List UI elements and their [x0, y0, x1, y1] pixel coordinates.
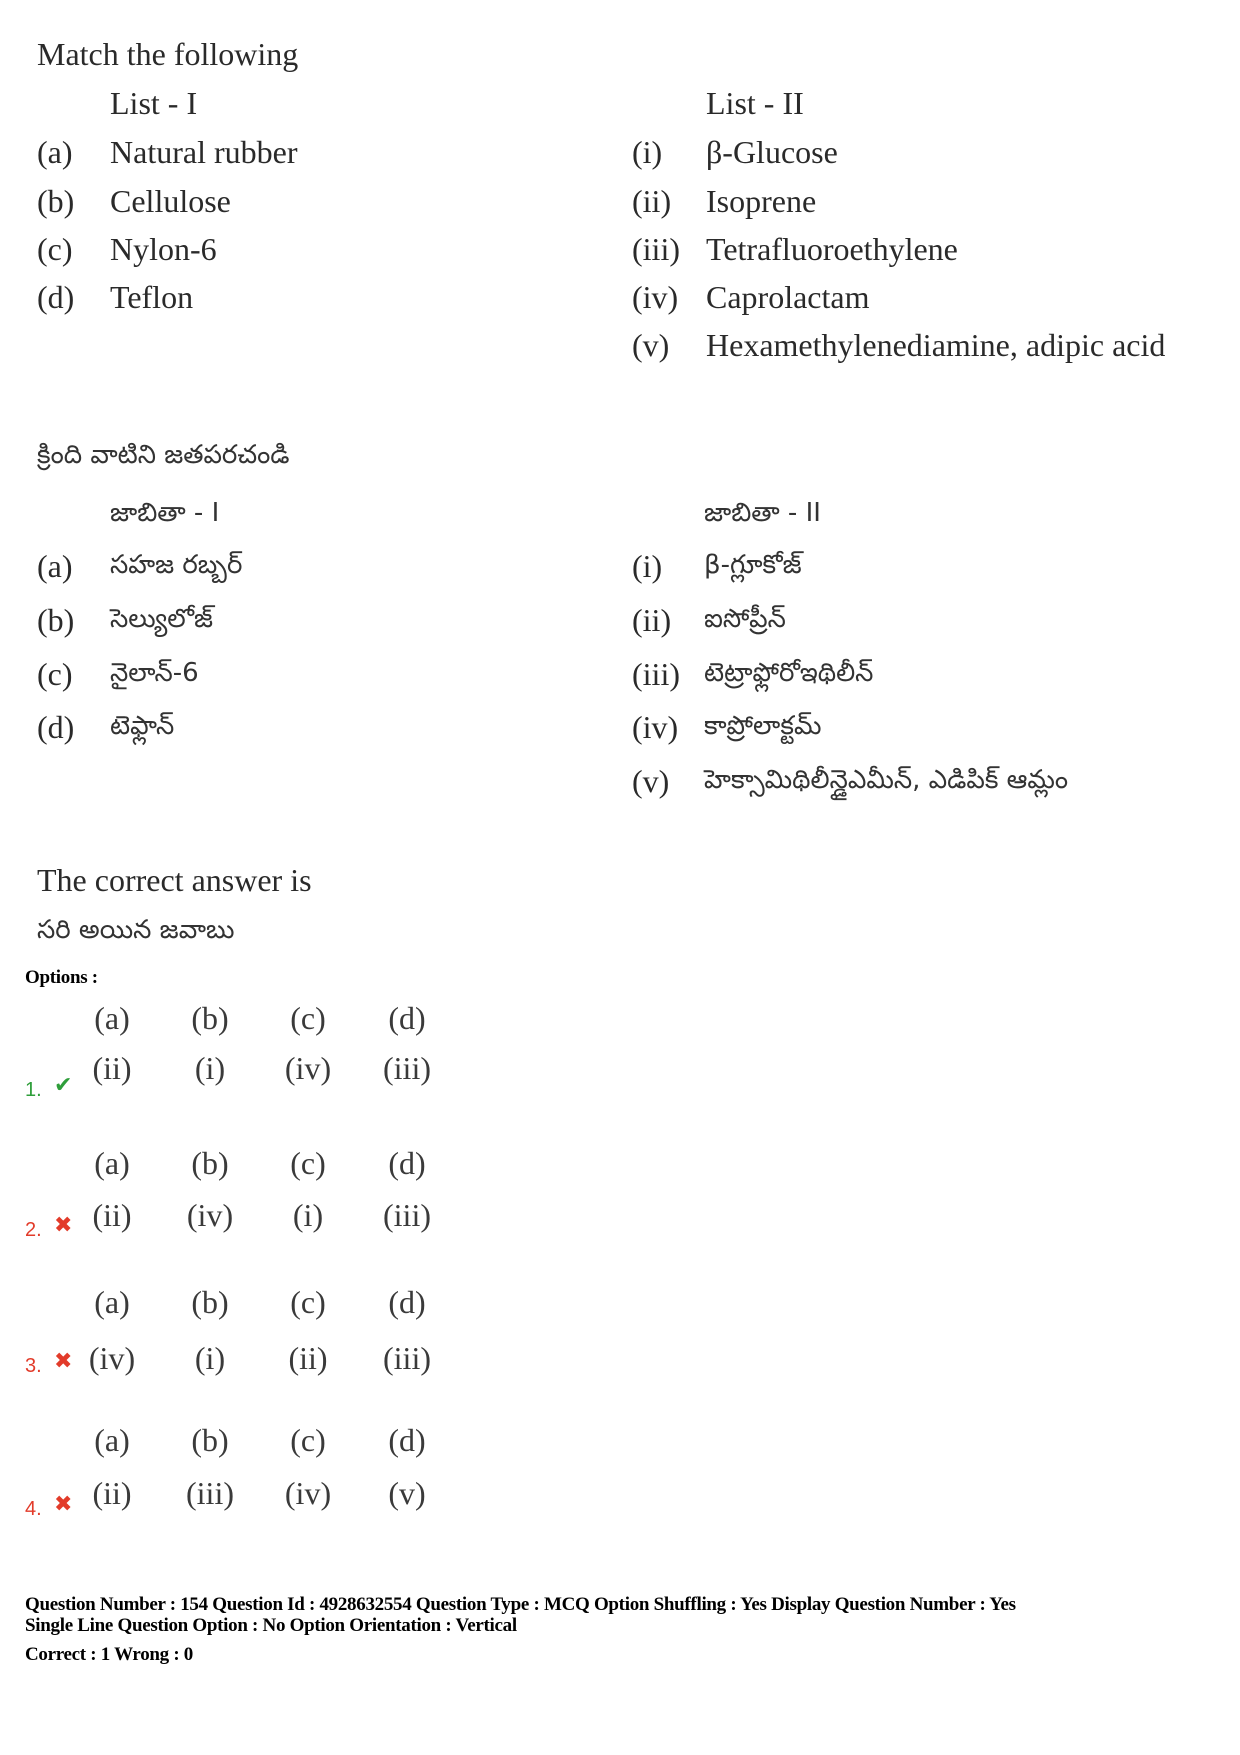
- option-column-header: (b): [191, 1284, 229, 1320]
- list2-label-telugu: (iv): [632, 709, 679, 745]
- list2-label-telugu: (v): [632, 763, 670, 799]
- question-meta-line2: Single Line Question Option : No Option Orientation : Vertical: [25, 1615, 517, 1636]
- option-column-header: (d): [388, 1145, 426, 1181]
- option-match-value: (iii): [383, 1340, 431, 1376]
- option-column-header: (a): [94, 1145, 130, 1181]
- list1-header-telugu: జాబితా - I: [110, 498, 220, 528]
- option-match-value: (iv): [284, 1050, 332, 1086]
- option-match-value: (i): [194, 1340, 226, 1376]
- option-column-header: (b): [191, 1145, 229, 1181]
- option-column-header: (c): [290, 1284, 326, 1320]
- list2-label: (ii): [632, 183, 672, 219]
- list2-item: β-Glucose: [706, 134, 838, 170]
- list1-item-telugu: సెల్యులోజ్: [110, 604, 214, 634]
- list1-label: (c): [37, 231, 73, 267]
- list2-label: (iii): [632, 231, 680, 267]
- list2-item-telugu: టెట్రాఫ్లోరోఇథిలీన్: [704, 658, 874, 688]
- list1-item: Teflon: [110, 279, 194, 315]
- option-number[interactable]: 4.: [25, 1498, 42, 1520]
- list2-item-telugu: కాప్రోలాక్టమ్: [704, 711, 822, 741]
- option-match-value: (iii): [383, 1050, 431, 1086]
- list1-header: List - I: [110, 85, 198, 121]
- list2-label: (iv): [632, 279, 679, 315]
- option-match-value: (iii): [186, 1475, 234, 1511]
- list1-label: (d): [37, 279, 75, 315]
- list2-label-telugu: (i): [632, 548, 663, 584]
- list2-item: Caprolactam: [706, 279, 870, 315]
- list2-header-telugu: జాబితా - II: [704, 498, 821, 528]
- cross-icon: ✖: [54, 1212, 73, 1237]
- option-match-value: (iv): [186, 1197, 234, 1233]
- option-column-header: (a): [94, 1284, 130, 1320]
- answer-prompt-telugu: సరి అయిన జవాబు: [37, 915, 235, 945]
- option-column-header: (d): [388, 1422, 426, 1458]
- option-column-header: (b): [191, 1422, 229, 1458]
- option-number[interactable]: 1.: [25, 1079, 42, 1101]
- option-match-value: (ii): [92, 1475, 132, 1511]
- list2-item-telugu: హెక్సామిథిలీన్డైఎమీన్, ఎడిపిక్ ఆమ్లం: [704, 765, 1069, 795]
- option-match-value: (iv): [284, 1475, 332, 1511]
- list1-label: (b): [37, 183, 75, 219]
- list2-label-telugu: (ii): [632, 602, 672, 638]
- option-match-value: (i): [194, 1050, 226, 1086]
- option-match-value: (ii): [288, 1340, 328, 1376]
- option-column-header: (d): [388, 1284, 426, 1320]
- list2-label: (i): [632, 134, 663, 170]
- option-match-value: (i): [292, 1197, 324, 1233]
- list2-item-telugu: β-గ్లూకోజ్: [704, 550, 802, 580]
- question-instruction-telugu: క్రింది వాటిని జతపరచండి: [37, 440, 290, 470]
- option-number[interactable]: 3.: [25, 1355, 42, 1377]
- question-instruction: Match the following: [37, 36, 299, 72]
- option-number[interactable]: 2.: [25, 1219, 42, 1241]
- question-meta-line1: Question Number : 154 Question Id : 4928632554 Question Type : MCQ Option Shuffling : Yes Display Question Number : Yes: [25, 1594, 1016, 1615]
- option-column-header: (d): [388, 1000, 426, 1036]
- option-column-header: (c): [290, 1000, 326, 1036]
- option-match-value: (iv): [88, 1340, 136, 1376]
- list1-label: (a): [37, 134, 73, 170]
- option-match-value: (ii): [92, 1050, 132, 1086]
- list1-item-telugu: టెఫ్లాన్: [110, 711, 175, 741]
- list1-item: Cellulose: [110, 183, 231, 219]
- option-column-header: (a): [94, 1000, 130, 1036]
- list1-item: Nylon-6: [110, 231, 217, 267]
- list1-label-telugu: (c): [37, 656, 73, 692]
- list2-item: Isoprene: [706, 183, 817, 219]
- list1-label-telugu: (d): [37, 709, 75, 745]
- list1-item-telugu: నైలాన్-6: [110, 658, 199, 688]
- list1-item: Natural rubber: [110, 134, 298, 170]
- option-match-value: (iii): [383, 1197, 431, 1233]
- list2-item-telugu: ఐసోప్రీన్: [704, 604, 786, 634]
- list1-label-telugu: (b): [37, 602, 75, 638]
- cross-icon: ✖: [54, 1348, 73, 1373]
- list2-header: List - II: [706, 85, 804, 121]
- list1-item-telugu: సహజ రబ్బర్: [110, 550, 243, 580]
- option-column-header: (c): [290, 1422, 326, 1458]
- list1-label-telugu: (a): [37, 548, 73, 584]
- check-icon: ✔: [54, 1072, 73, 1097]
- list2-label-telugu: (iii): [632, 656, 680, 692]
- answer-prompt: The correct answer is: [37, 862, 312, 898]
- options-label: Options :: [25, 967, 98, 988]
- answer-stats: Correct : 1 Wrong : 0: [25, 1644, 194, 1665]
- list2-item: Tetrafluoroethylene: [706, 231, 958, 267]
- list2-label: (v): [632, 327, 670, 363]
- option-column-header: (a): [94, 1422, 130, 1458]
- option-column-header: (c): [290, 1145, 326, 1181]
- cross-icon: ✖: [54, 1491, 73, 1516]
- option-match-value: (v): [388, 1475, 426, 1511]
- option-column-header: (b): [191, 1000, 229, 1036]
- list2-item: Hexamethylenediamine, adipic acid: [706, 327, 1166, 363]
- option-match-value: (ii): [92, 1197, 132, 1233]
